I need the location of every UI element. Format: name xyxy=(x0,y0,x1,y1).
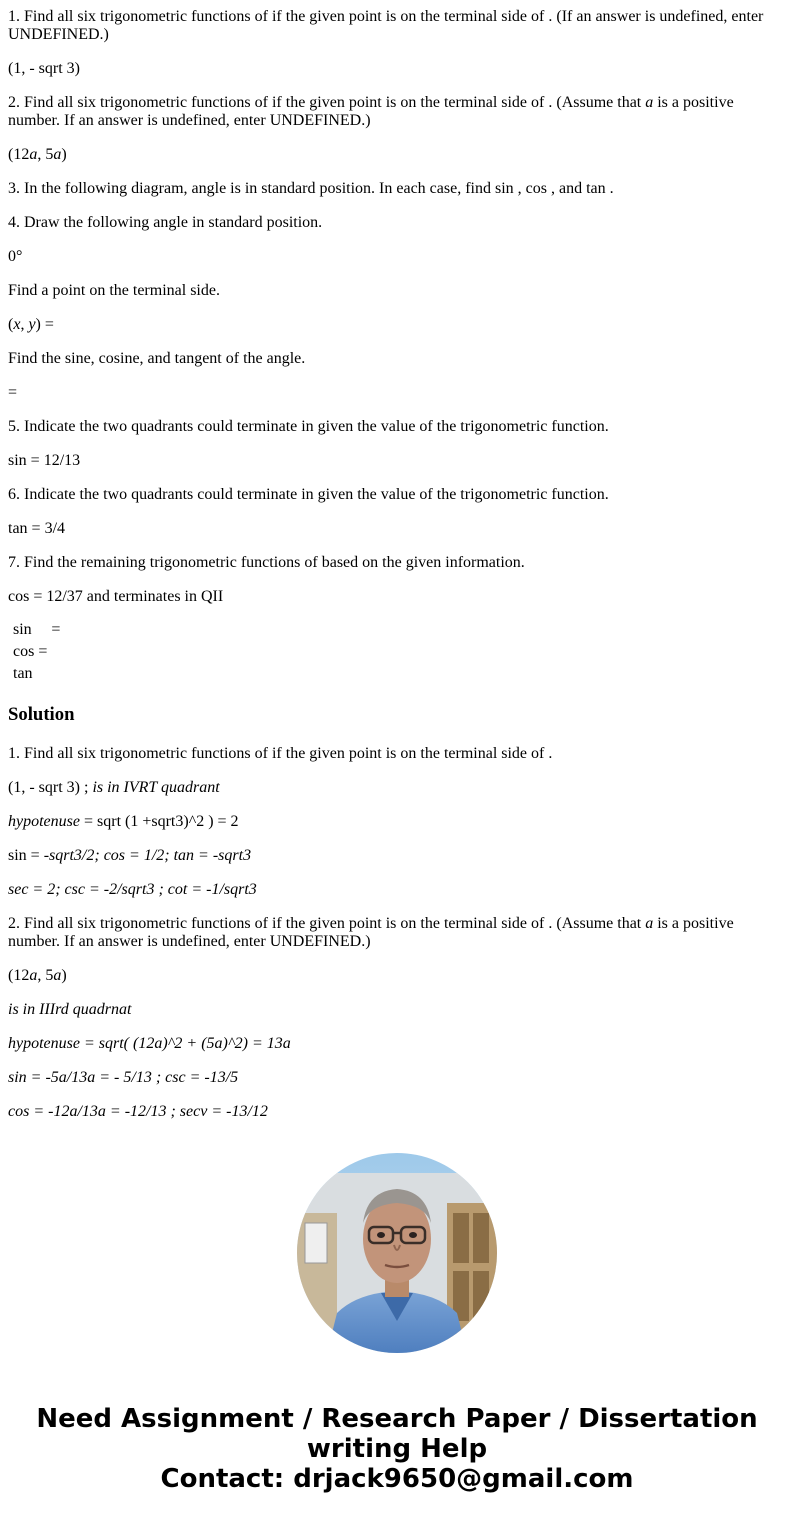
answer-eq xyxy=(50,664,61,684)
question-2-text: 2. Find all six trigonometric functions of if the given point is on the terminal side of . (Assume that a is a positive number. If an answer is undefined, enter UNDEFINED.) xyxy=(8,94,734,129)
solution-1-sin-cos-tan: sin = -sqrt3/2; cos = 1/2; tan = -sqrt3 xyxy=(8,847,252,864)
solution-2-text: 2. Find all six trigonometric functions of if the given point is on the terminal side of . (Assume that a is a positive number. If an answer is undefined, enter UNDEFINED.) xyxy=(8,915,734,950)
question-1-point: (1, - sqrt 3) xyxy=(8,60,80,77)
solution-2-cos-sec: cos = -12a/13a = -12/13 ; secv = -13/12 xyxy=(8,1103,268,1120)
portrait-illustration xyxy=(297,1153,497,1353)
question-5-text: 5. Indicate the two quadrants could terminate in given the value of the trigonometric function. xyxy=(8,418,609,435)
author-photo xyxy=(297,1153,497,1353)
answer-label: tan xyxy=(13,665,33,682)
solution-2-quadrant: is in IIIrd quadrnat xyxy=(8,1001,132,1018)
question-4-text: 4. Draw the following angle in standard position. xyxy=(8,214,323,231)
banner-line-1: Need Assignment / Research Paper / Dissertation xyxy=(36,1404,758,1434)
solution-2-hypotenuse: hypotenuse = sqrt( (12a)^2 + (5a)^2) = 13a xyxy=(8,1035,291,1052)
contact-banner xyxy=(0,1404,794,1494)
question-5-value: sin = 12/13 xyxy=(8,452,81,469)
banner-line-2: writing Help xyxy=(306,1434,488,1464)
question-7-answer-table xyxy=(10,618,63,686)
question-6-text: 6. Indicate the two quadrants could terminate in given the value of the trigonometric function. xyxy=(8,486,609,503)
question-6-value: tan = 3/4 xyxy=(8,520,66,537)
answer-eq xyxy=(50,642,61,662)
banner-contact-email: Contact: drjack9650@gmail.com xyxy=(160,1464,634,1494)
question-2-point: (12a, 5a) xyxy=(8,146,67,163)
solution-2-point: (12a, 5a) xyxy=(8,967,67,984)
solution-1-text: 1. Find all six trigonometric functions of if the given point is on the terminal side of . xyxy=(8,745,553,762)
question-7-value: cos = 12/37 and terminates in QII xyxy=(8,588,224,605)
answer-row-cos xyxy=(12,642,61,662)
answer-row-sin xyxy=(12,620,61,640)
question-4-find-trig: Find the sine, cosine, and tangent of the angle. xyxy=(8,350,306,367)
answer-eq: = xyxy=(51,621,61,638)
question-4-angle: 0° xyxy=(8,248,23,265)
question-7-text: 7. Find the remaining trigonometric functions of based on the given information. xyxy=(8,554,525,571)
answer-label: sin xyxy=(13,621,32,638)
solution-2-sin-csc: sin = -5a/13a = - 5/13 ; csc = -13/5 xyxy=(8,1069,239,1086)
question-1-text: 1. Find all six trigonometric functions of if the given point is on the terminal side of . (If an answer is undefined, enter UNDEFINED.) xyxy=(8,8,764,43)
question-4-xy: (x, y) = xyxy=(8,316,54,333)
question-3-text: 3. In the following diagram, angle is in standard position. In each case, find sin , cos , and tan . xyxy=(8,180,614,197)
question-4-find-point: Find a point on the terminal side. xyxy=(8,282,220,299)
solution-1-point: (1, - sqrt 3) ; is in IVRT quadrant xyxy=(8,779,220,796)
answer-label: cos = xyxy=(13,643,48,660)
answer-row-tan xyxy=(12,664,61,684)
solution-1-sec-csc-cot: sec = 2; csc = -2/sqrt3 ; cot = -1/sqrt3 xyxy=(8,881,257,898)
solution-1-hypotenuse: hypotenuse = sqrt (1 +sqrt3)^2 ) = 2 xyxy=(8,813,239,830)
question-4-equals: = xyxy=(8,384,18,401)
solution-heading: Solution xyxy=(8,704,75,725)
